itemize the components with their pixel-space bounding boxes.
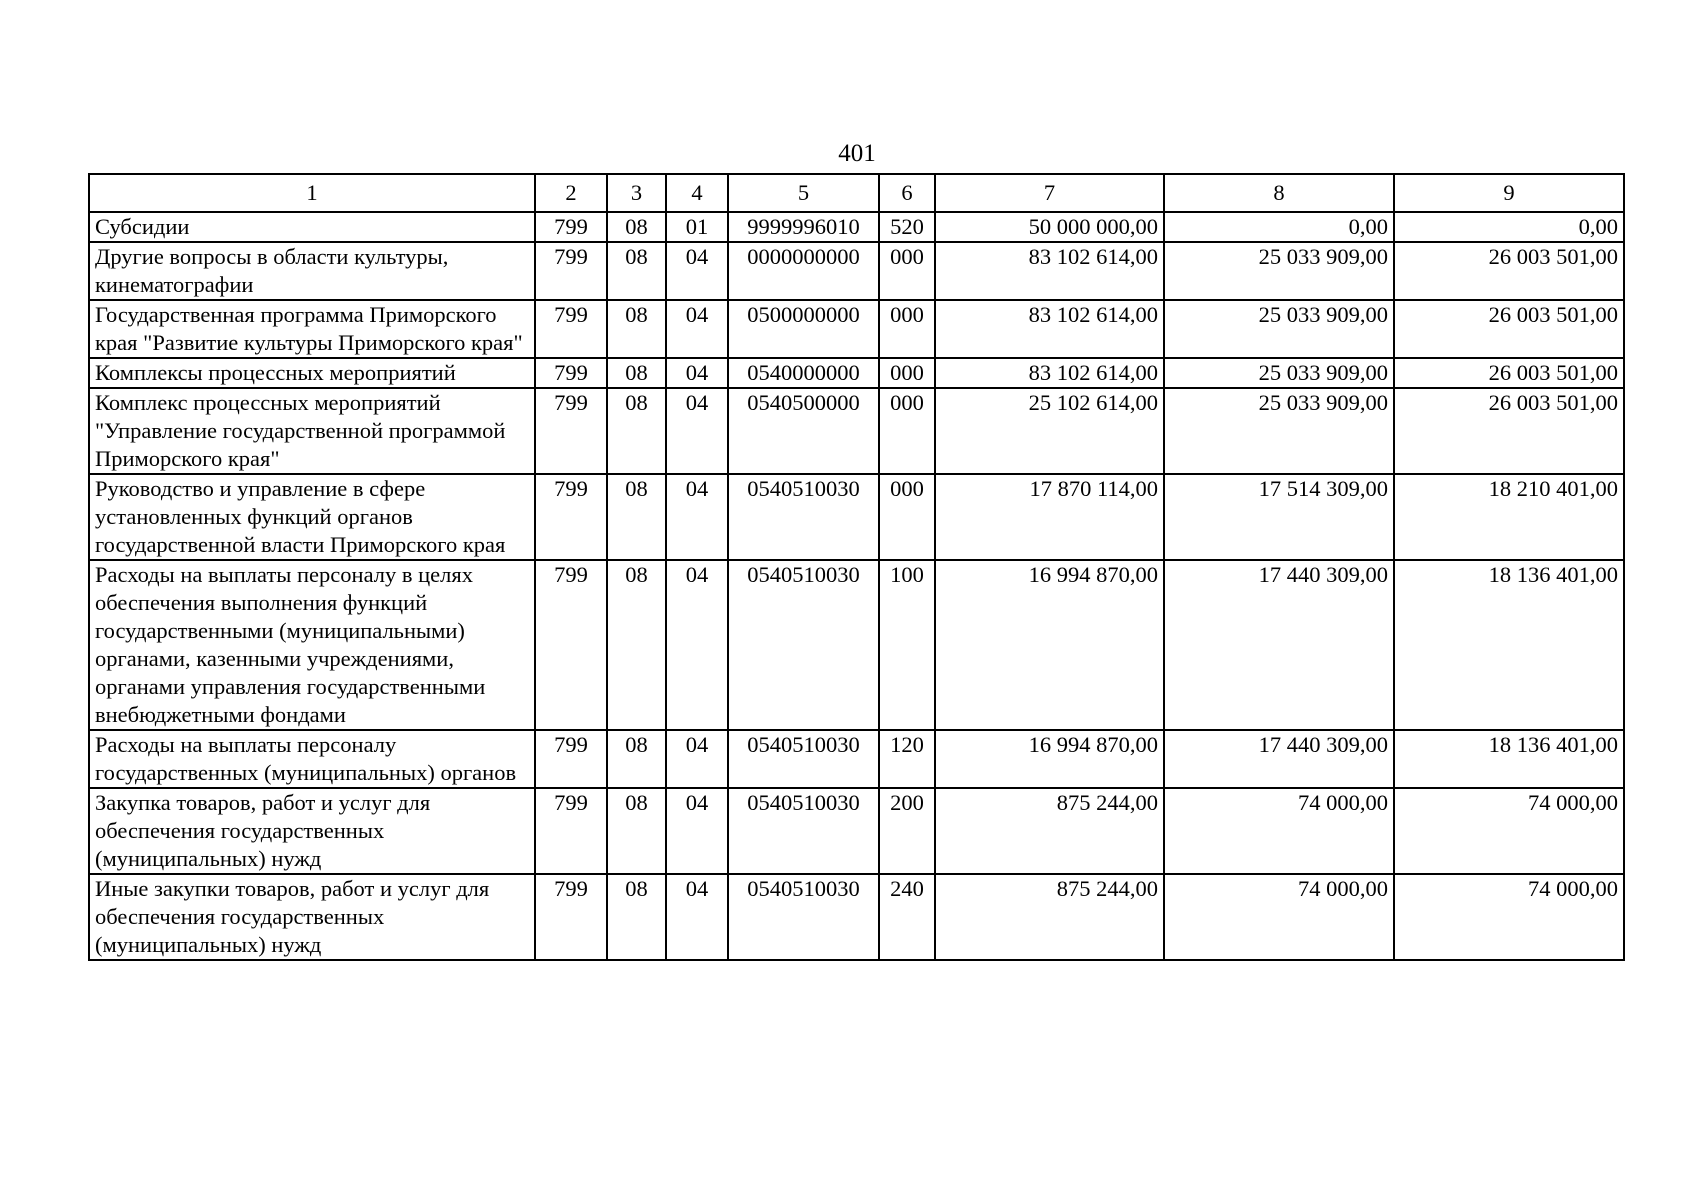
amount-year-2-cell: 25 033 909,00 [1164,300,1394,358]
ministry-code-cell: 799 [535,560,607,730]
section-code-cell: 08 [607,874,666,960]
subsection-code-cell: 04 [666,730,728,788]
expense-type-code-cell: 200 [879,788,935,874]
target-article-code-cell: 0540500000 [728,388,879,474]
expense-type-code-cell: 000 [879,474,935,560]
budget-table [88,173,1625,961]
table-row [89,388,1624,474]
expense-type-code-cell: 000 [879,242,935,300]
section-code-cell: 08 [607,212,666,242]
table-header-row [89,174,1624,212]
section-code-cell: 08 [607,730,666,788]
target-article-code-cell: 0000000000 [728,242,879,300]
expense-name-cell: Закупка товаров, работ и услуг для обеспечения государственных (муниципальных) нужд [89,788,535,874]
target-article-code-cell: 9999996010 [728,212,879,242]
table-row [89,242,1624,300]
target-article-code-cell: 0540510030 [728,560,879,730]
amount-year-3-cell: 26 003 501,00 [1394,242,1624,300]
subsection-code-cell: 04 [666,560,728,730]
column-header: 8 [1164,174,1394,212]
table-row [89,730,1624,788]
amount-year-2-cell: 0,00 [1164,212,1394,242]
amount-year-2-cell: 17 440 309,00 [1164,560,1394,730]
amount-year-2-cell: 74 000,00 [1164,788,1394,874]
expense-type-code-cell: 120 [879,730,935,788]
amount-year-3-cell: 26 003 501,00 [1394,300,1624,358]
expense-type-code-cell: 000 [879,358,935,388]
subsection-code-cell: 04 [666,474,728,560]
amount-year-3-cell: 74 000,00 [1394,788,1624,874]
table-row [89,358,1624,388]
column-header: 2 [535,174,607,212]
expense-type-code-cell: 000 [879,388,935,474]
column-header: 7 [935,174,1164,212]
page-number: 401 [838,140,876,167]
expense-name-cell: Руководство и управление в сфере установленных функций органов государственной власти Приморского края [89,474,535,560]
amount-year-3-cell: 18 210 401,00 [1394,474,1624,560]
section-code-cell: 08 [607,242,666,300]
expense-type-code-cell: 520 [879,212,935,242]
amount-year-2-cell: 25 033 909,00 [1164,388,1394,474]
target-article-code-cell: 0540510030 [728,474,879,560]
target-article-code-cell: 0540510030 [728,874,879,960]
expense-name-cell: Субсидии [89,212,535,242]
column-header: 5 [728,174,879,212]
ministry-code-cell: 799 [535,388,607,474]
amount-year-2-cell: 25 033 909,00 [1164,242,1394,300]
expense-name-cell: Государственная программа Приморского края "Развитие культуры Приморского края" [89,300,535,358]
amount-year-3-cell: 26 003 501,00 [1394,388,1624,474]
amount-year-2-cell: 74 000,00 [1164,874,1394,960]
ministry-code-cell: 799 [535,730,607,788]
ministry-code-cell: 799 [535,212,607,242]
expense-name-cell: Иные закупки товаров, работ и услуг для обеспечения государственных (муниципальных) нужд [89,874,535,960]
subsection-code-cell: 04 [666,242,728,300]
section-code-cell: 08 [607,358,666,388]
subsection-code-cell: 04 [666,300,728,358]
section-code-cell: 08 [607,560,666,730]
amount-year-1-cell: 875 244,00 [935,874,1164,960]
ministry-code-cell: 799 [535,242,607,300]
amount-year-3-cell: 0,00 [1394,212,1624,242]
amount-year-1-cell: 875 244,00 [935,788,1164,874]
amount-year-1-cell: 50 000 000,00 [935,212,1164,242]
amount-year-2-cell: 25 033 909,00 [1164,358,1394,388]
expense-name-cell: Комплекс процессных мероприятий "Управление государственной программой Приморского края" [89,388,535,474]
ministry-code-cell: 799 [535,474,607,560]
section-code-cell: 08 [607,474,666,560]
ministry-code-cell: 799 [535,300,607,358]
section-code-cell: 08 [607,300,666,358]
subsection-code-cell: 04 [666,388,728,474]
expense-name-cell: Комплексы процессных мероприятий [89,358,535,388]
subsection-code-cell: 01 [666,212,728,242]
amount-year-1-cell: 16 994 870,00 [935,560,1164,730]
ministry-code-cell: 799 [535,788,607,874]
section-code-cell: 08 [607,788,666,874]
table-row [89,300,1624,358]
amount-year-3-cell: 18 136 401,00 [1394,730,1624,788]
expense-name-cell: Другие вопросы в области культуры, кинематографии [89,242,535,300]
expense-name-cell: Расходы на выплаты персоналу государственных (муниципальных) органов [89,730,535,788]
column-header: 9 [1394,174,1624,212]
table-row [89,560,1624,730]
column-header: 3 [607,174,666,212]
subsection-code-cell: 04 [666,874,728,960]
amount-year-1-cell: 83 102 614,00 [935,300,1164,358]
amount-year-3-cell: 74 000,00 [1394,874,1624,960]
amount-year-2-cell: 17 514 309,00 [1164,474,1394,560]
ministry-code-cell: 799 [535,874,607,960]
amount-year-1-cell: 83 102 614,00 [935,358,1164,388]
table-row [89,788,1624,874]
amount-year-1-cell: 16 994 870,00 [935,730,1164,788]
column-header: 6 [879,174,935,212]
amount-year-3-cell: 26 003 501,00 [1394,358,1624,388]
table-row [89,474,1624,560]
table-row [89,874,1624,960]
expense-type-code-cell: 100 [879,560,935,730]
ministry-code-cell: 799 [535,358,607,388]
target-article-code-cell: 0540510030 [728,730,879,788]
expense-name-cell: Расходы на выплаты персоналу в целях обеспечения выполнения функций государственными (муниципальными) органами, казенными учреждениями, органами управления государственными внебюджетными фондами [89,560,535,730]
subsection-code-cell: 04 [666,358,728,388]
expense-type-code-cell: 240 [879,874,935,960]
column-header: 1 [89,174,535,212]
amount-year-1-cell: 25 102 614,00 [935,388,1164,474]
amount-year-3-cell: 18 136 401,00 [1394,560,1624,730]
amount-year-1-cell: 17 870 114,00 [935,474,1164,560]
table-row [89,212,1624,242]
amount-year-1-cell: 83 102 614,00 [935,242,1164,300]
column-header: 4 [666,174,728,212]
section-code-cell: 08 [607,388,666,474]
target-article-code-cell: 0500000000 [728,300,879,358]
expense-type-code-cell: 000 [879,300,935,358]
subsection-code-cell: 04 [666,788,728,874]
target-article-code-cell: 0540510030 [728,788,879,874]
target-article-code-cell: 0540000000 [728,358,879,388]
amount-year-2-cell: 17 440 309,00 [1164,730,1394,788]
table-body [89,212,1624,960]
